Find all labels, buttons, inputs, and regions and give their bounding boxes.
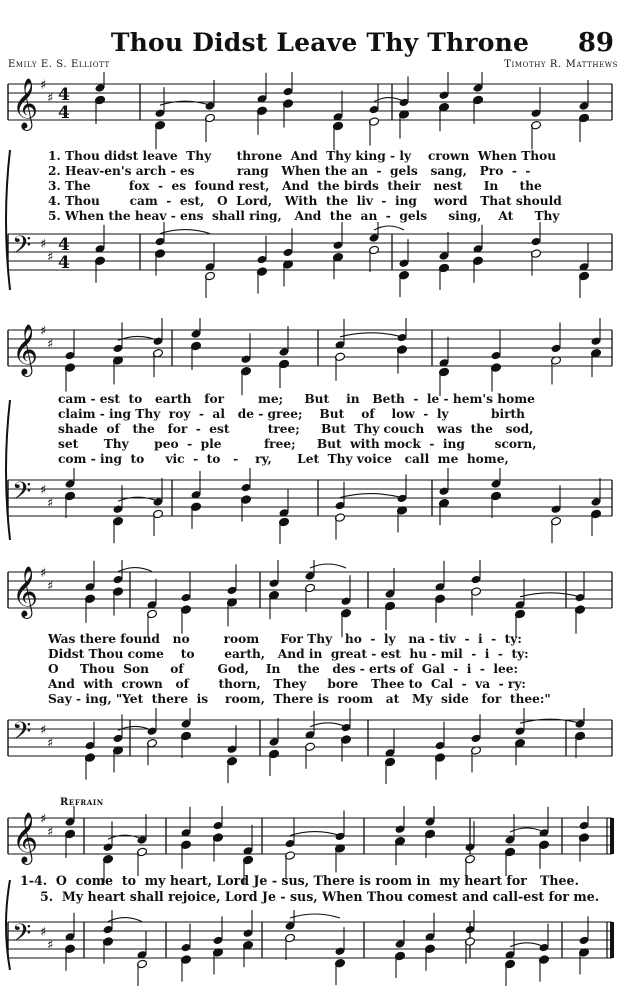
final-barline xyxy=(610,922,614,958)
refrain-label: Refrain xyxy=(60,797,104,808)
tie-slur xyxy=(160,230,210,234)
lyricist-credit: Emily E. S. Elliott xyxy=(8,59,110,70)
time-signature-digit: 4 xyxy=(58,85,70,105)
bass-clef-icon: 𝄢 xyxy=(12,717,32,752)
tie-slur xyxy=(310,564,346,568)
system-brace xyxy=(0,150,12,290)
treble-clef-icon: 𝄞 xyxy=(12,324,39,375)
bass-clef-icon: 𝄢 xyxy=(12,919,32,954)
verse-line: 3. The fox - es found rest, And the birds their nest In the xyxy=(48,179,542,193)
staff-lines xyxy=(8,818,612,854)
treble-clef-icon: 𝄞 xyxy=(12,78,39,129)
sharp-icon: ♯ xyxy=(47,337,54,352)
sharp-icon: ♯ xyxy=(47,736,54,751)
sharp-icon: ♯ xyxy=(40,925,47,940)
system-brace xyxy=(0,400,12,540)
tie-slur xyxy=(118,726,152,730)
staff-lines xyxy=(8,922,612,958)
refrain-line: 5. My heart shall rejoice, Lord Je - sus, When Thou comest and call-est for me. xyxy=(40,889,600,904)
verse-line: Say - ing, "Yet there is room, There is room at My side for thee:" xyxy=(48,692,551,706)
verse-line: 4. Thou cam - est, O Lord, With the liv - ing word That should xyxy=(48,194,562,208)
staff-system-3-treble xyxy=(0,560,640,640)
sharp-icon: ♯ xyxy=(40,723,47,738)
verse-line: set Thy peo - ple free; But with mock - ing scorn, xyxy=(58,437,537,451)
verse-line: Was there found no room For Thy ho - ly na - tiv - i - ty: xyxy=(48,632,522,646)
system-brace xyxy=(0,880,12,970)
sharp-icon: ♯ xyxy=(40,483,47,498)
sharp-icon: ♯ xyxy=(40,237,47,252)
tie-slur xyxy=(510,828,544,832)
sharp-icon: ♯ xyxy=(40,566,47,581)
refrain-line: 1-4. O come to my heart, Lord Je - sus, There is room in my heart for Thee. xyxy=(20,873,579,888)
sharp-icon: ♯ xyxy=(40,78,47,93)
tie-slur xyxy=(290,832,340,836)
final-barline xyxy=(610,818,614,854)
staff-lines xyxy=(8,330,612,366)
bass-clef-icon: 𝄢 xyxy=(12,477,32,512)
verse-line: cam - est to earth for me; But in Beth - le - hem's home xyxy=(58,392,535,406)
verse-line: O Thou Son of God, In the des - erts of Gal - i - lee: xyxy=(48,662,519,676)
verse-line: claim - ing Thy roy - al de - gree; But of low - ly birth xyxy=(58,407,526,421)
composer-credit: Timothy R. Matthews xyxy=(504,59,618,70)
tie-slur xyxy=(340,494,402,498)
sharp-icon: ♯ xyxy=(47,91,54,106)
staff-lines xyxy=(8,480,612,516)
staff-system-2-bass xyxy=(0,468,640,548)
sharp-icon: ♯ xyxy=(47,250,54,265)
tie-slur xyxy=(510,943,544,947)
time-signature-digit: 4 xyxy=(58,253,70,273)
tie-slur xyxy=(108,918,142,922)
tie-slur xyxy=(118,336,158,340)
time-signature-digit: 4 xyxy=(58,235,70,255)
verse-line: Didst Thou come to earth, And in great - est hu - mil - i - ty: xyxy=(48,647,529,661)
treble-clef-icon: 𝄞 xyxy=(12,566,39,617)
verse-line: 1. Thou didst leave Thy throne And Thy king - ly crown When Thou xyxy=(48,149,557,163)
sharp-icon: ♯ xyxy=(40,812,47,827)
sharp-icon: ♯ xyxy=(47,938,54,953)
sharp-icon: ♯ xyxy=(40,324,47,339)
bass-clef-icon: 𝄢 xyxy=(12,231,32,266)
staff-system-2-treble xyxy=(0,318,640,398)
tie-slur xyxy=(310,723,346,727)
tie-slur xyxy=(520,593,580,597)
staff-system-1-bass xyxy=(0,222,640,302)
verse-line: And with crown of thorn, They bore Thee to Cal - va - ry: xyxy=(48,677,526,691)
staff-system-1-treble xyxy=(0,72,640,152)
hymn-title: Thou Didst Leave Thy Throne xyxy=(110,28,530,57)
sharp-icon: ♯ xyxy=(47,579,54,594)
staff-system-4-bass xyxy=(0,910,640,990)
page-number: 89 xyxy=(577,28,614,58)
verse-line: 2. Heav-en's arch - es rang When the an - gels sang, Pro - - xyxy=(48,164,531,178)
tie-slur xyxy=(340,333,402,337)
treble-clef-icon: 𝄞 xyxy=(12,812,39,863)
verse-line: shade of the for - est tree; But Thy couch was the sod, xyxy=(58,422,534,436)
verse-line: com - ing to vic - to - ry, Let Thy voice call me home, xyxy=(58,452,509,466)
time-signature-digit: 4 xyxy=(58,103,70,123)
verse-line: 5. When the heav - ens shall ring, And the an - gels sing, At Thy xyxy=(48,209,560,223)
sharp-icon: ♯ xyxy=(47,825,54,840)
tie-slur xyxy=(290,914,340,918)
tie-slur xyxy=(118,568,152,572)
sharp-icon: ♯ xyxy=(47,496,54,511)
staff-system-3-bass xyxy=(0,708,640,788)
